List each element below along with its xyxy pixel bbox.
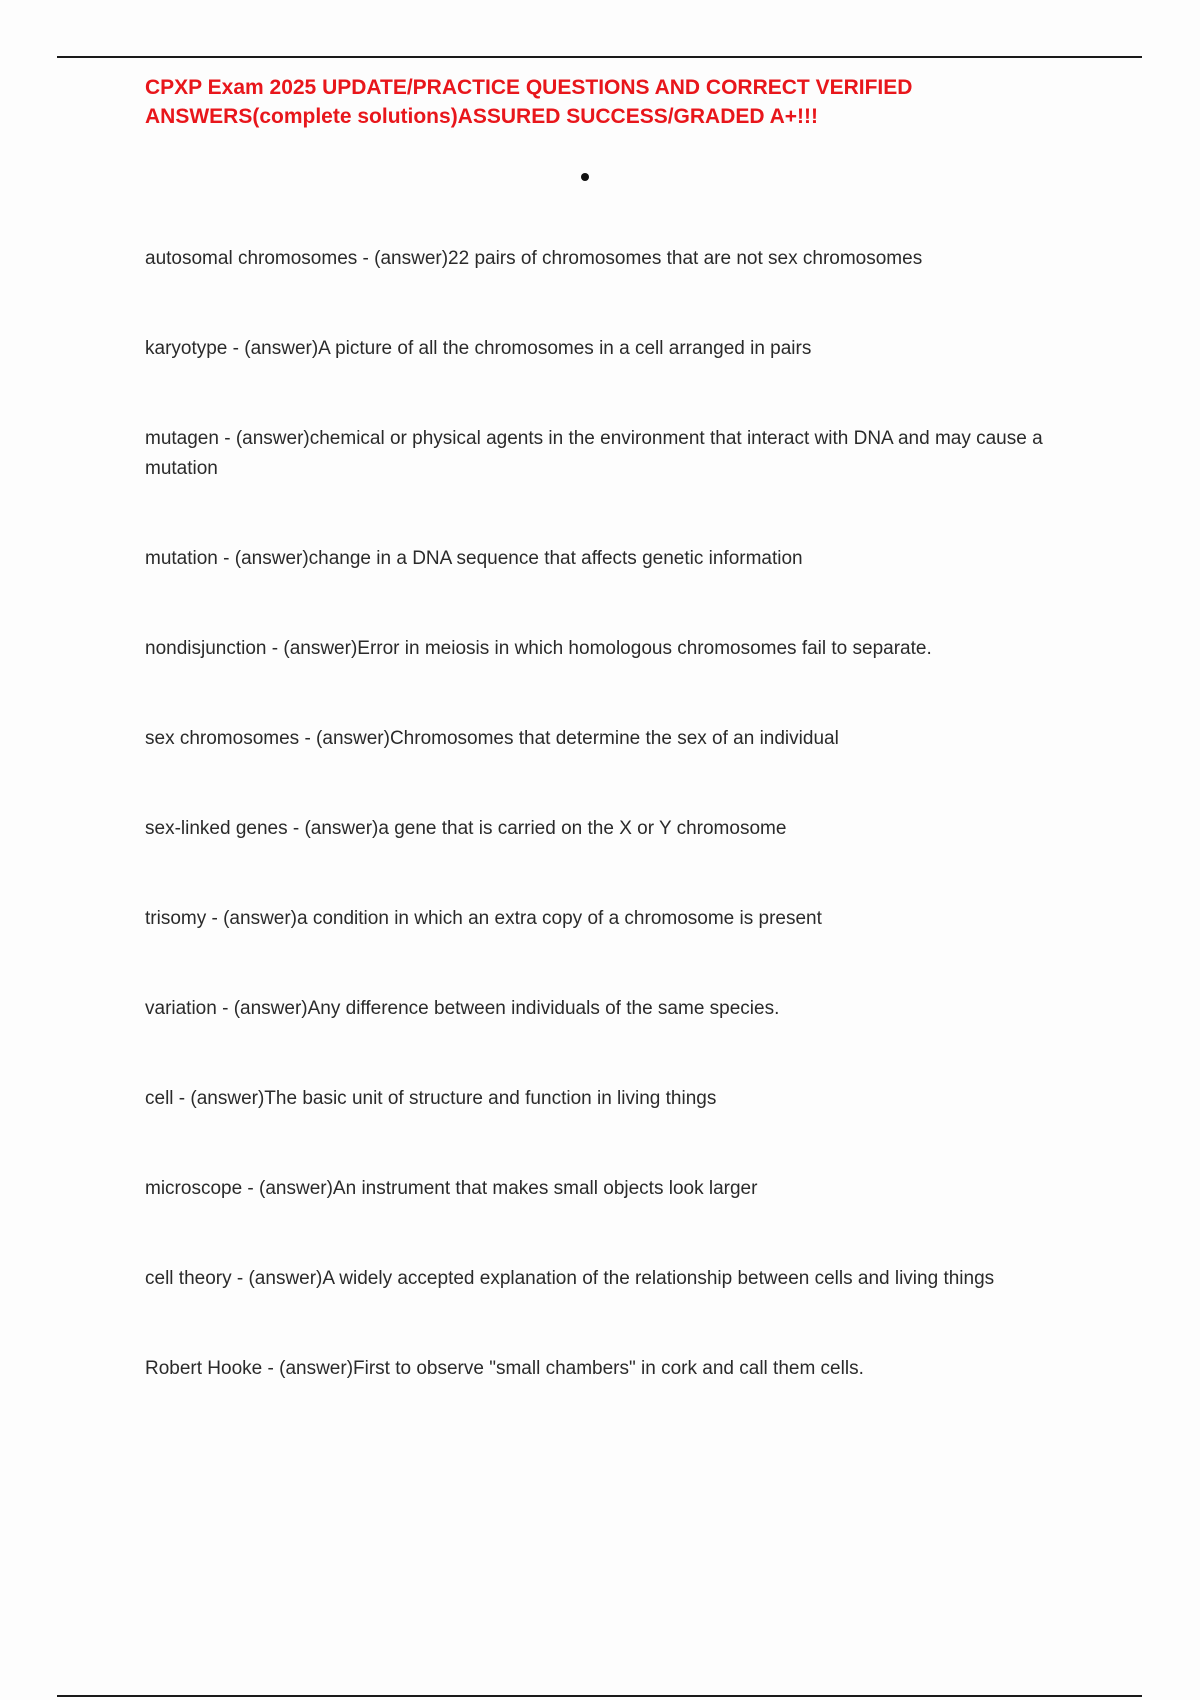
bullet-point	[581, 173, 589, 181]
qa-item: mutation - (answer)change in a DNA sequence that affects genetic information	[145, 548, 803, 569]
qa-item: autosomal chromosomes - (answer)22 pairs of chromosomes that are not sex chromosomes	[145, 248, 923, 269]
qa-item: cell - (answer)The basic unit of structure and function in living things	[145, 1088, 717, 1109]
qa-item: variation - (answer)Any difference between individuals of the same species.	[145, 998, 780, 1019]
qa-item: microscope - (answer)An instrument that makes small objects look larger	[145, 1178, 758, 1199]
qa-item: trisomy - (answer)a condition in which an extra copy of a chromosome is present	[145, 908, 822, 929]
qa-item: Robert Hooke - (answer)First to observe "small chambers" in cork and call them cells.	[145, 1358, 864, 1379]
qa-item: cell theory - (answer)A widely accepted explanation of the relationship between cells and living things	[145, 1268, 995, 1289]
qa-list	[145, 244, 1075, 1444]
qa-item: nondisjunction - (answer)Error in meiosis in which homologous chromosomes fail to separate.	[145, 638, 932, 659]
document-title: CPXP Exam 2025 UPDATE/PRACTICE QUESTIONS AND CORRECT VERIFIED ANSWERS(complete solutions)ASSURED SUCCESS/GRADED A+!!!	[145, 76, 913, 128]
top-divider	[57, 56, 1142, 58]
qa-item: sex chromosomes - (answer)Chromosomes that determine the sex of an individual	[145, 728, 839, 749]
bottom-divider	[57, 1695, 1142, 1697]
qa-item: sex-linked genes - (answer)a gene that is carried on the X or Y chromosome	[145, 818, 787, 839]
qa-item: karyotype - (answer)A picture of all the chromosomes in a cell arranged in pairs	[145, 338, 812, 359]
qa-item: mutagen - (answer)chemical or physical agents in the environment that interact with DNA and may cause a mutation	[145, 428, 1043, 479]
